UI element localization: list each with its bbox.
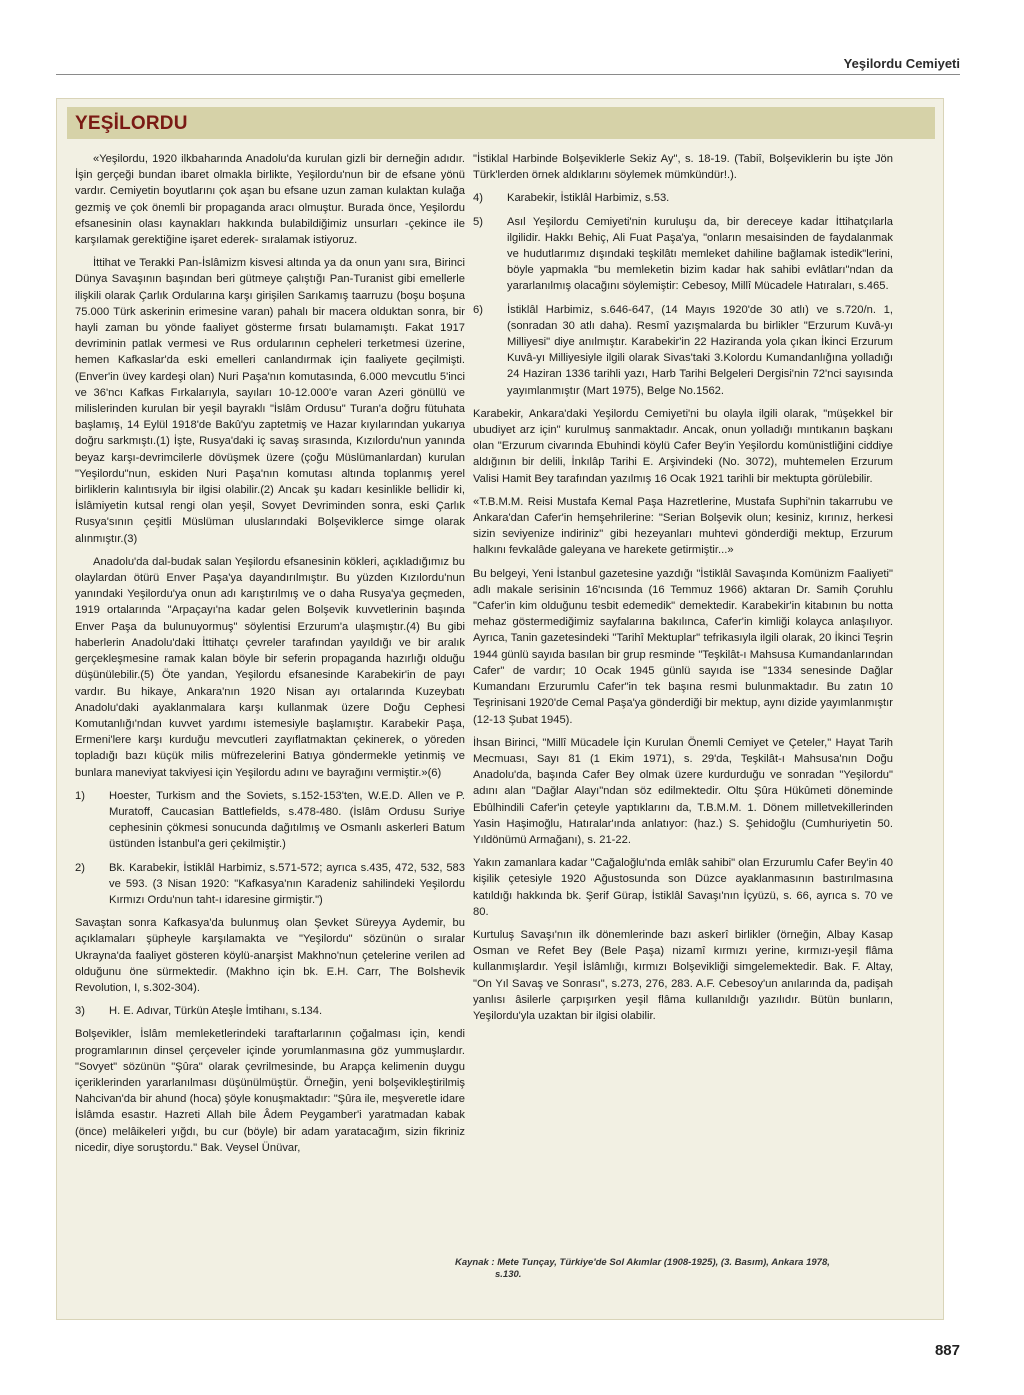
source-line: s.130. [495,1269,522,1280]
source-citation [455,1257,905,1281]
footnote-continuation: "İstiklal Harbinde Bolşeviklerle Sekiz Ay", s. 18-19. (Tabiî, Bolşeviklerin bu işte Jön Türk'lerden örnek aldıklarını söylemek mümkündür!.). [473,153,893,182]
page-number: 887 [934,1342,960,1359]
sidebar-box [56,98,944,1320]
paragraph: İttihat ve Terakki Pan-İslâmizm kisvesi altında ya da onun yanı sıra, Birinci Dünya Savaşının başından beri gütmeye çalıştığı Pan-Turanist gibi emellerle ilişkili olarak Çarlık Ordularına karşı girişilen Sarıkamış taarruzu (boşu boşuna 75.000 Türk askerinin erimesine varan) pahalı bir macera olduktan sonra, bir hayli zaman bu yönde faaliyet gösterme fırsatı bulamamıştı. Fakat 1917 devriminin patlak vermesi ve Rus ordularının cepheleri terketmesi üzerine, hemen Kafkaslar'da eski emelleri canlandırmak için faaliyete geçilmişti. (Enver'in üvey kardeşi olan) Nuri Paşa'nın komutasında, 6.000 mevcutlu 5'inci ve 36'ncı Kafkas Fırkalarıyla, sayıları 10-12.000'e varan Azeri gönüllü ve milislerinden kurulan bir yeşil bayraklı "İslâm Ordusu" Turan'a doğru fütuhata başlamış, 14 Eylül 1918'de Bakû'yu zaptetmiş ve Hazar kıyılarından yukarıya doğru sarkmıştı.(1) İşte, Rusya'daki iç savaş sırasında, Kızılordu'nun yanında beyaz karşı-devrimcilerle dövüşmek üzere (çoğu Müslümanlardan) kurulan "Yeşilordu"nun, eskiden Nuri Paşa'nın komutası altında toplanmış yerel birliklerin kalıntısıyla bir ilgisi olabilir.(2) Ancak şu kadarı kesinlikle bellidir ki, İslâmiyetin kutsal rengi olan yeşil, Sovyet Devriminden sonra, eski Çarlık Rusya'sının çeşitli Müslüman uluslarındaki Bolşeviklerce simge olarak alınmıştır.(3) [75,257,465,545]
left-column [75,151,465,1163]
footnote-text: Bk. Karabekir, İstiklâl Harbimiz, s.571-572; ayrıca s.435, 472, 532, 583 ve 593. (3 Nisan 1920: "Kafkasya'nın Karadeniz sahilindeki Yeşilordu Kırmızı Ordu'nun taht-ı idaresine girmiştir.") [109,861,465,906]
footnote-number: 3) [75,1005,85,1018]
footnote [473,302,893,399]
footnote-continuation: Karabekir, Ankara'daki Yeşilordu Cemiyeti'ni bu olayla ilgili olarak, "müşekkel bir ubudiyet arz için" kurulmuş sanmaktadır. Ancak, onun yolladığı mıntıkanın başkanı olan "Erzurum civarında Ebuhindi köylü Cafer Bey'in Yeşilordu komünistliğini ciddiye aldığının bir delili, İnkılâp Tarihi E. Arşivindeki (No. 3072), muhtemelen Erzurum Valisi Hamit Bey tarafından yazılmış 16 Ocak 1921 tarihli bir mektupta görülebilir. [473,407,893,485]
footnote-number: 1) [75,789,85,802]
footnote-text: Karabekir, İstiklâl Harbimiz, s.53. [507,192,670,205]
footnote-continuation: Yakın zamanlara kadar "Cağaloğlu'nda emlâk sahibi" olan Erzurumlu Cafer Bey'in 40 kişilik çetesiyle 1920 Ağustosunda son Düzce ayaklanmasının bastırılmasına katıldığı hakkında bk. Şerif Gürap, İstiklâl Savaşı'nın İçyüzü, s. 66, ayrıca s. 70 ve 80. [473,857,893,918]
paragraph: Anadolu'da dal-budak salan Yeşilordu efsanesinin kökleri, açıkladığımız bu olaylardan ötürü Enver Paşa'ya dayandırılmıştır. Bu yüzden Kızılordu'nun yanındaki Yeşilordu'ya onun adı karıştırılmış ve o daha Rusya'ya geçmeden, 1919 ortalarında "Arpaçayı'na kadar gelen Bolşevik kuvvetlerinin başında Enver Paşa da bulunuyormuş" söylentisi Erzurum'a ulaşmıştır.(4) Bu gibi haberlerin Anadolu'daki İttihatçı çevreler tarafından yayıldığı ve bir aralık gerçekleşmesine ramak kalan böyle bir seferin propaganda hazırlığı olduğu düşünülebilir.(5) Öte yandan, Yeşilordu efsanesinde Karabekir'in de payı vardır. Bu hikaye, Ankara'nın 1920 Nisan ayı ortalarında Kuzeybatı Anadolu'daki ayaklanmalara karşı kullanmak üzere Doğu Cephesi Komutanlığı'ndan kuvvet yardımı istemesiyle başlamıştır. Karabekir Paşa, Ermeni'lere karşı kurduğu mevcutleri zayıflatmaktan çekinerek, o yöreden topladığı bazı küçük milis müfrezelerini Batıya göndermekle yetinmiş ve bunlara maneviyat takviyesi için Yeşilordu adını ve bayrağını vermiştir.»(6) [75,555,465,779]
paragraph: «Yeşilordu, 1920 ilkbaharında Anadolu'da kurulan gizli bir derneğin adıdır. İşin gerçeği bundan ibaret olmakla birlikte, Yeşilordu'nun bir de efsane yönü vardır. Cemiyetin boyutlarını çok aşan bu efsane uzun zaman kulaktan kulağa gezmiş ve çok önemli bir propaganda aracı olmuştur. Burada önce, Yeşilordu efsanesinin olası kaynakları hakkında bulabildiğimiz unsurları -çekince ile karşılamak gerektiğine işaret ederek- sıralamak istiyoruz. [75,153,465,247]
footnote-continuation: Savaştan sonra Kafkasya'da bulunmuş olan Şevket Süreyya Aydemir, bu açıklamaları şüpheyle karşılamakta ve "Yeşilordu" sözünün o sıralar Ukrayna'da faaliyet gösteren köylü-anarşist Makhno'nun çetelerine verilen ad olduğunu öne sürmektedir. (Makhno için bk. E.H. Carr, The Bolshevik Revolution, I, s.302-304). [75,917,465,994]
footnote [473,214,893,295]
footnote-number: 5) [473,215,483,228]
footnote-text: Asıl Yeşilordu Cemiyeti'nin kuruluşu da, bir dereceye kadar İttihatçılarla ilgilidir. Hakkı Behiç, Ali Fuat Paşa'ya, "onların mesaisinden de faydalanmak ve hudutlarımız dışındaki teşkilâtı memleket dahiline bağlamak istedik"lerini, böyle yapmakla "bu memleketin bizim kadar hak sahibi evlâtları"ndan da yararlanılmış olacağını söylemiştir: Cebesoy, Millî Mücadele Hatıraları, s.465. [507,215,893,293]
footnote [473,190,893,206]
footnote-text: İstiklâl Harbimiz, s.646-647, (14 Mayıs 1920'de 30 atlı) ve s.720/n. 1, (sonradan 30 atlı daha). Resmî yazışmalarda bu birlikler "Erzurum Kuvâ-yı Milliyesi" diye anılmıştır. Karabekir'in 22 Haziranda yola çıkan İkinci Erzurum Kuvâ-yı Milliyesiyle ilgili olarak Sivas'taki 3.Kolordu Kumandanlığına yolladığı 24 Haziran 1336 tarihli yazı, Harb Tarihi Belgeleri Dergisi'nin 72'nci sayısında yayımlanmıştır (Mart 1975), Belge No.1562. [507,303,893,397]
footnote-continuation: Kurtuluş Savaşı'nın ilk dönemlerinde bazı askerî birlikler (örneğin, Albay Kasap Osman ve Refet Bey (Bele Paşa) nizamî kırmızı yerine, kırmızı-yeşil flâma kullanmışlardır. Yeşil İslâmlığı, kırmızı Bolşevikliği simgelemektedir. Bak. F. Altay, "On Yıl Savaş ve Sonrası", s.273, 276, 283. A.F. Cebesoy'un anılarında da, padişah yanlısı âsilerle çarpışırken yeşil flâma kullanıldığı yazılıdır. Bütün bunların, Yeşilordu'yla uzaktan bir ilgisi olabilir. [473,928,893,1022]
running-header: Yeşilordu Cemiyeti [843,56,960,71]
box-title-bar [67,107,935,139]
footnote-number: 2) [75,861,85,874]
footnote-continuation: «T.B.M.M. Reisi Mustafa Kemal Paşa Hazretlerine, Mustafa Suphi'nin takarrubu ve Ankara'dan Cafer'in hemşehrilerine: "Serian Bolşevik olun; kesiniz, kırınız, herkesi sizin seviyenize indiriniz" gibi hezeyanları muhtevi gönderdiği mektup, Erzurum halkını fevkalâde galeyana ve harekete getirmiştir...» [473,495,893,557]
footnote [75,788,465,853]
source-line: Kaynak : Mete Tunçay, Türkiye'de Sol Akımlar (1908-1925), (3. Basım), Ankara 1978, [455,1257,830,1268]
footnote-number: 4) [473,192,483,205]
header-rule [56,74,960,75]
footnote-text: Hoester, Turkism and the Soviets, s.152-153'ten, W.E.D. Allen ve P. Muratoff, Caucasian Battlefields, s.478-480. (İslâm Ordusu Suriye cephesinin çökmesi sonucunda dağıtılmış ve Osmanlı askerleri Batum üstünden İstanbul'a geri çekilmiştir.) [109,789,465,851]
footnote-text: H. E. Adıvar, Türkün Ateşle İmtihanı, s.134. [109,1005,323,1018]
footnote [75,860,465,909]
box-title: YEŞİLORDU [75,113,188,134]
footnote-continuation: Bu belgeyi, Yeni İstanbul gazetesine yazdığı "İstiklâl Savaşında Komünizm Faaliyeti" adlı makale serisinin 16'ncısında (16 Temmuz 1966) aktaran Dr. Samih Çoruhlu "Cafer'in kim olduğunu tesbit edemedik" demektedir. Karabekir'in kitabının bu notta mehaz göstermediğimiz sayfalarına bakılınca, Cafer'in kimliği kolayca anlaşılıyor. Ayrıca, Tanin gazetesindeki "Tarihî Mektuplar" tefrikasıyla ilgili olarak, 20 İkinci Teşrin 1944 günlü sayıda basılan bir grup resminde "Teşkilât-ı Mahsusa Kumandanlarından Cafer" de vardır; 10 Ocak 1945 günlü sayıda ise "1334 senesinde Dağlar Kumandanı Erzurumlu Cafer"in tek başına resmi bulunmaktadır. Bu zatın 10 Teşrinisani 1920'de Cemal Paşa'ya gönderdiği bir mektup, aynı dizide yayımlanmıştır (12-13 Şubat 1945). [473,567,893,726]
footnote-continuation: Bolşevikler, İslâm memleketlerindeki taraftarlarının çoğalması için, kendi programlarının dinsel çerçeveler içinde yorumlanmasına göz yummuşlardır. "Sovyet" sözünün "Şûra" olarak çevrilmesinde, bu Arapça kelimenin duygu içeriklerinden yararlanılması düşünülmüştür. Örneğin, yeni bolşevikleştirilmiş Nahcivan'da bir ahund (hoca) şöyle konuşmaktadır: "Şûra ile, meşveretle idare İslâmda esastır. Hazreti Allah bile Âdem Peygamber'i yaratmadan kabak (önce) melâikeleri yığdı, bu cur (böyle) bir adam yaratacağım, sizin fikriniz nicedir, diye soruştordu." Bak. Veysel Ünüvar, [75,1028,465,1154]
footnote-continuation: İhsan Birinci, "Millî Mücadele İçin Kurulan Önemli Cemiyet ve Çeteler," Hayat Tarih Mecmuası, Sayı 81 (1 Ekim 1971), s. 29'da, Teşkilât-ı Mahsusa'nın Doğu Anadolu'da, başında Cafer Bey olmak üzere kurdurduğu ve sonradan "Yeşilordu" adını alan "Dağlar Alayı"ndan söz edilmektedir. Oltu Şûra Hükûmeti döneminde Ebûlhindili Cafer'in çeteyle yaptıklarını da, T.B.M.M. 1. Dönem milletvekillerinden Yasin Haşimoğlu, Hatıralar'ında anlatıyor: (haz.) S. Şehidoğlu (Cumhuriyetin 50. Yıldönümü Armağanı), s. 21-22. [473,736,893,846]
footnote [75,1003,465,1019]
right-column [473,151,893,1031]
footnote-number: 6) [473,303,483,316]
